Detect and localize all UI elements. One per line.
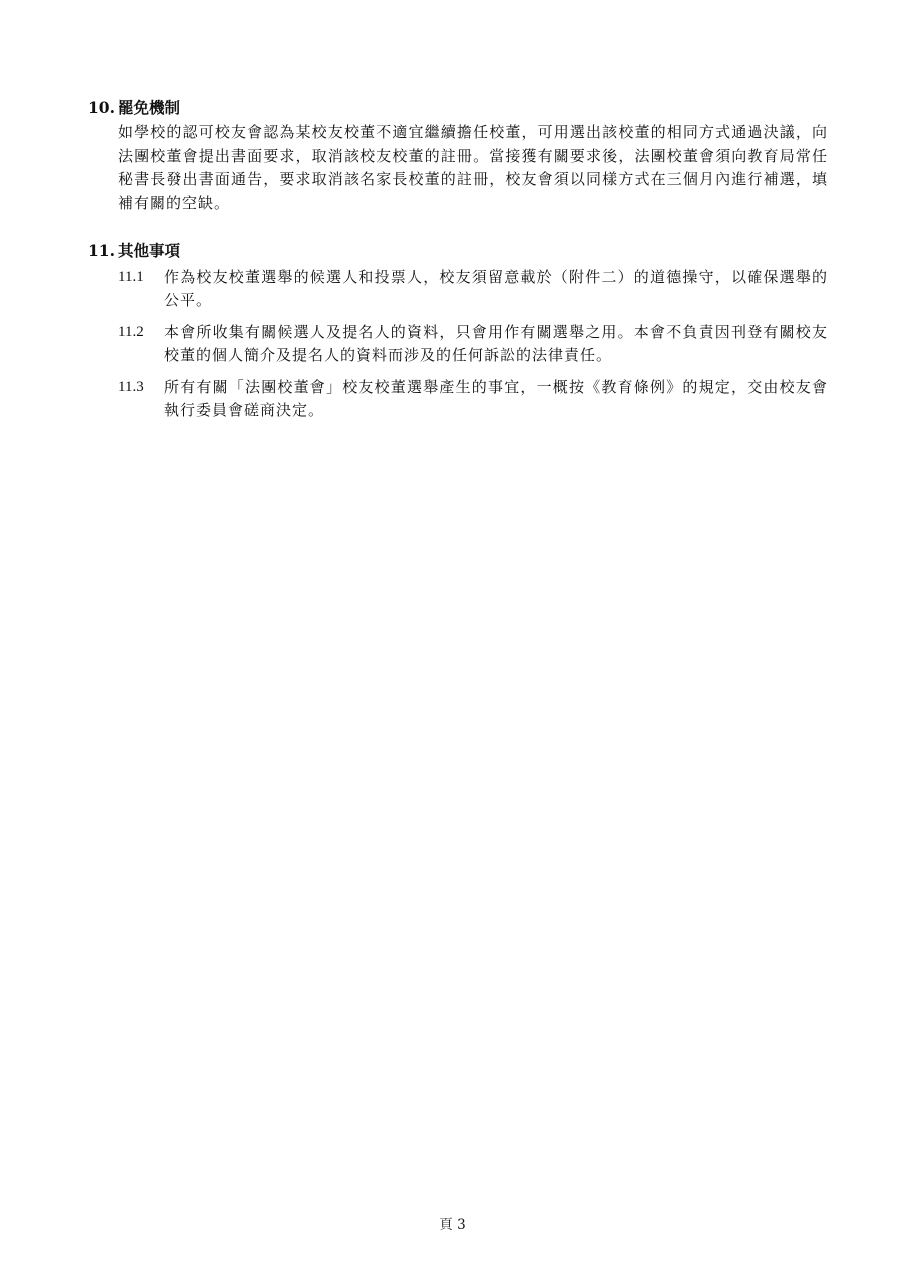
clause-number: 11.2 bbox=[118, 324, 144, 340]
clause-text: 作為校友校董選舉的候選人和投票人，校友須留意載於（附件二）的道德操守，以確保選舉的公平。 bbox=[164, 268, 828, 309]
clause-item bbox=[118, 321, 828, 367]
section-title: 罷免機制 bbox=[118, 98, 181, 117]
section-other-matters bbox=[88, 240, 828, 422]
page-number: 頁 3 bbox=[439, 1217, 466, 1233]
section-paragraph: 如學校的認可校友會認為某校友校董不適宜繼續擔任校董，可用選出該校董的相同方式通過決議，向法團校董會提出書面要求，取消該校友校董的註冊。當接獲有關要求後，法團校董會須向教育局常任秘書長發出書面通告，要求取消該名家長校董的註冊，校友會須以同樣方式在三個月內進行補選，填補有關的空缺。 bbox=[118, 123, 828, 212]
clause-number: 11.3 bbox=[118, 379, 144, 395]
clause-item bbox=[118, 376, 828, 422]
section-number: 11. bbox=[88, 241, 115, 260]
section-number: 10. bbox=[88, 98, 115, 117]
section-heading bbox=[88, 97, 828, 119]
clause-number: 11.1 bbox=[118, 269, 144, 285]
clause-text: 所有有關「法團校董會」校友校董選舉產生的事宜，一概按《教育條例》的規定，交由校友會執行委員會磋商決定。 bbox=[164, 378, 828, 419]
clause-item bbox=[118, 266, 828, 312]
section-heading bbox=[88, 240, 828, 262]
section-title: 其他事項 bbox=[118, 241, 181, 260]
clause-text: 本會所收集有關候選人及提名人的資料，只會用作有關選舉之用。本會不負責因刊登有關校友校董的個人簡介及提名人的資料而涉及的任何訴訟的法律責任。 bbox=[164, 323, 828, 364]
section-removal-mechanism bbox=[88, 97, 828, 215]
